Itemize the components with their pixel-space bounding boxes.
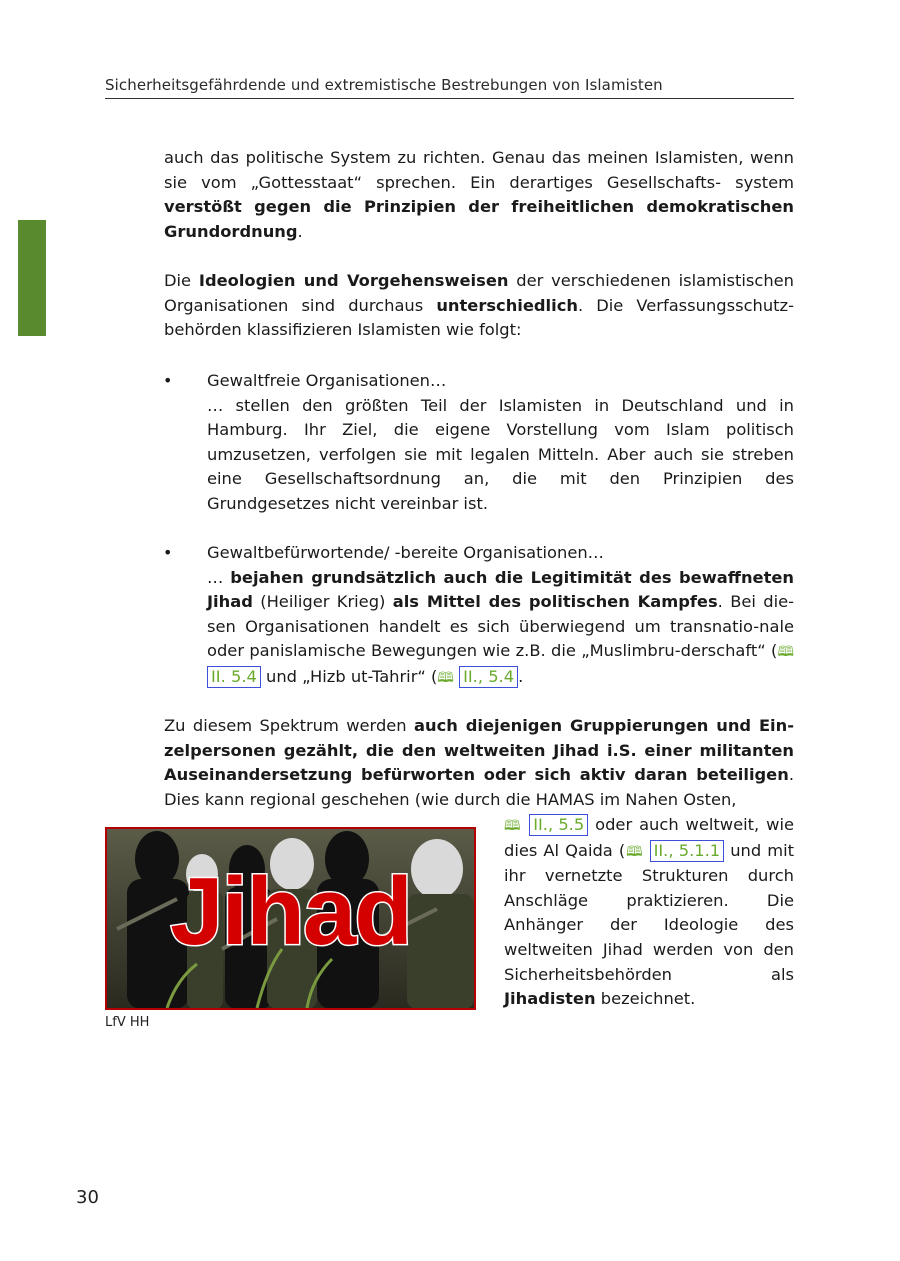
paragraph-2 <box>164 269 794 343</box>
sc-d: bezeichnet. <box>595 989 696 1009</box>
page-number: 30 <box>76 1187 99 1208</box>
chapter-marker-bar <box>18 220 46 336</box>
sc-bold-jihadisten: Jihadisten <box>504 989 596 1009</box>
sc-a: oder auch weltweit, wie dies Al Qaida ( <box>504 815 794 860</box>
p3-bold: auch diejenigen Gruppierungen und Ein-zelpersonen gezählt, die den weltweiten Jihad i.S. einer militanten Auseinandersetzung befürworten oder sich aktiv daran beteiligen <box>164 716 794 785</box>
reference-link-hamas[interactable]: II., 5.5 <box>529 814 588 836</box>
p1-line1: auch das politische System zu richten. Genau das meinen Islamisten, <box>164 148 744 167</box>
p1-line2: wenn sie vom „Gottesstaat“ sprechen. Ein derartiges Gesellschafts- <box>164 148 794 192</box>
p3-d: Dies kann regional geschehen (wie durch die HAMAS im Nahen Osten, <box>164 789 737 809</box>
p2-bold-different: unterschiedlich <box>436 295 578 315</box>
bullet-1-symbol: • <box>163 371 173 390</box>
bullet-2-symbol: • <box>163 543 173 562</box>
reference-link-al-qaida[interactable]: II., 5.1.1 <box>650 840 725 862</box>
p2-e: . Die Verfassungsschutz-behörden klassifizieren Islamisten wie folgt: <box>164 295 794 340</box>
paragraph-1 <box>164 146 794 244</box>
image-caption: LfV HH <box>105 1015 150 1030</box>
b2-f: und „Hizb ut-Tahrir“ ( <box>260 666 438 686</box>
p3-c: . <box>788 765 794 785</box>
bullet-2-text <box>207 566 794 691</box>
b2-a: … <box>207 567 231 587</box>
b2-c: (Heiliger Krieg) <box>252 592 393 612</box>
p1-bold: verstößt gegen die Prinzipien der freiheitlichen demokratischen <box>164 197 794 217</box>
b2-bold-means: als Mittel des politischen Kampfes <box>392 592 718 612</box>
jihad-overlay-text: Jihad <box>170 858 411 965</box>
bullet-2-title: Gewaltbefürwortende/ -bereite Organisationen… <box>207 543 604 562</box>
bullet-1 <box>207 369 794 517</box>
p1-period: . <box>297 221 303 241</box>
side-column-text <box>504 813 794 1012</box>
paragraph-3 <box>164 714 794 812</box>
bullet-1-text: … stellen den größten Teil der Islamisten in Deutschland und in Hamburg. Ihr Ziel, die eigene Vorstellung vom Islam politisch umzusetzen, verfolgen sie mit legalen Mitteln. Aber auch sie streben eine Gesellschaftsordnung an, die mit den Prinzipien des Grundgesetzes nicht vereinbar ist. <box>207 395 794 513</box>
running-header: Sicherheitsgefährdende und extremistische Bestrebungen von Islamisten <box>105 76 794 99</box>
p1-bold-end: Grundordnung <box>164 221 298 241</box>
book-icon: 🕮 <box>777 644 794 661</box>
b2-bold-legitimacy: bejahen grundsätzlich auch die Legitimität des bewaffneten Jihad <box>207 567 794 612</box>
b2-g: . <box>518 666 524 686</box>
p2-bold-ideologies: Ideologien und Vorgehensweisen <box>198 271 509 290</box>
jihad-image <box>105 827 476 1010</box>
bullet-2 <box>207 541 794 691</box>
b2-e: . Bei die-sen Organisationen handelt es sich überwiegend um transnatio-nale oder panislamische Bewegungen wie z.B. die „Muslimbru-derschaft“ ( <box>207 592 794 661</box>
reference-link-hizb-ut-tahrir[interactable]: II., 5.4 <box>459 666 518 688</box>
p1-line3a: system <box>735 172 794 192</box>
book-icon: 🕮 <box>625 843 644 860</box>
bullet-1-title: Gewaltfreie Organisationen… <box>207 371 447 390</box>
reference-link-muslimbruderschaft[interactable]: II. 5.4 <box>207 666 261 688</box>
sc-b: und mit ihr vernetzte Strukturen durch Anschläge praktizieren. Die Anhänger der Ideologie des weltweiten Jihad werden von den Sicherheitsbehörden als <box>504 840 795 984</box>
p2-a: Die <box>164 271 199 290</box>
p2-c: der verschiedenen islamistischen Organisationen sind durchaus <box>164 271 794 315</box>
book-icon: 🕮 <box>437 669 454 686</box>
book-icon: 🕮 <box>504 818 523 834</box>
p3-a: Zu diesem Spektrum werden <box>164 716 415 735</box>
